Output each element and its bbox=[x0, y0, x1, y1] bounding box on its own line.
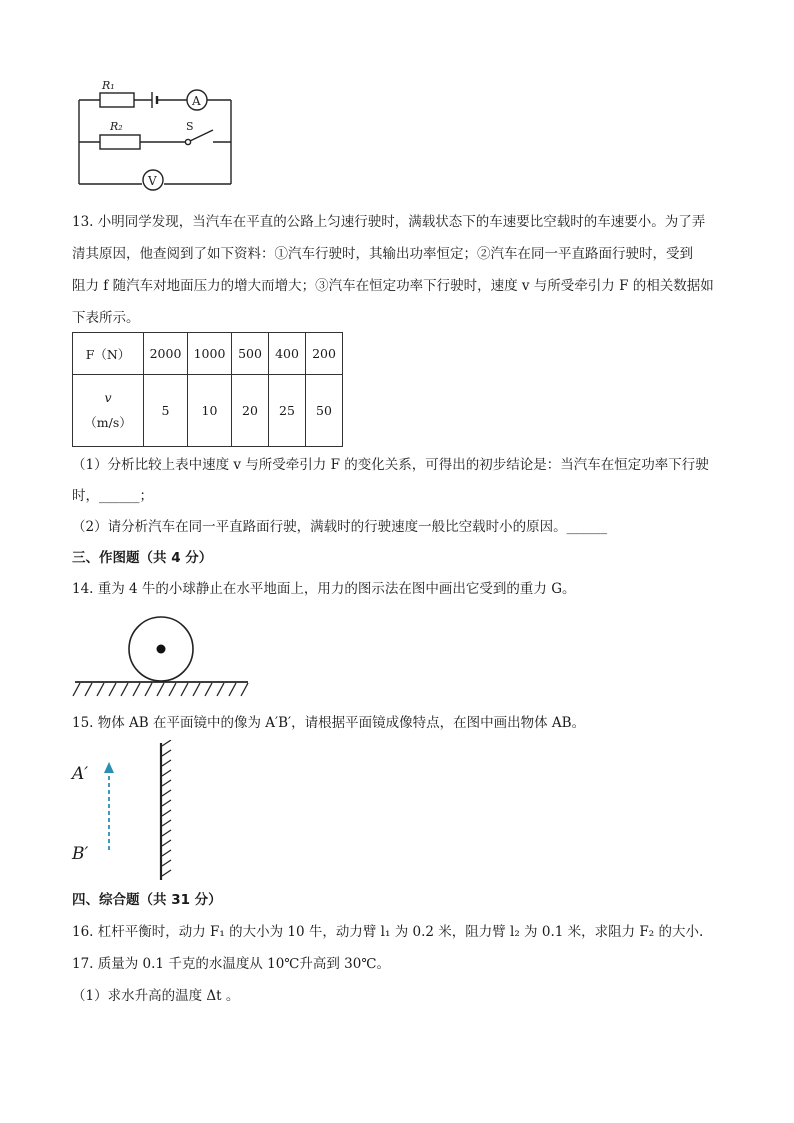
ball-on-ground-figure bbox=[72, 612, 252, 702]
table-row-force bbox=[73, 333, 343, 375]
section4-title: 四、综合题（共 31 分） bbox=[72, 892, 222, 908]
q15-text: 15. 物体 AB 在平面镜中的像为 A′B′，请根据平面镜成像特点，在图中画出物体 AB。 bbox=[72, 715, 586, 731]
q13-line3: 阻力 f 随汽车对地面压力的增大而增大；③汽车在恒定功率下行驶时，速度 v 与所受牵引力 F 的相关数据如 bbox=[72, 278, 714, 294]
q14-text: 14. 重为 4 牛的小球静止在水平地面上，用力的图示法在图中画出它受到的重力 G。 bbox=[72, 581, 576, 597]
table-cell: 200 bbox=[306, 333, 343, 375]
voltmeter-label: V bbox=[148, 174, 157, 188]
section3-title: 三、作图题（共 4 分） bbox=[72, 550, 213, 566]
table-cell: 25 bbox=[269, 375, 306, 447]
q13-sub1-line2: 时，______； bbox=[72, 488, 153, 504]
label-a-prime: A′ bbox=[72, 764, 89, 784]
table-header-speed-unit: （m/s） bbox=[84, 415, 132, 430]
table-cell: 500 bbox=[232, 333, 269, 375]
table-header-force: F（N） bbox=[73, 333, 144, 375]
table-cell: 2000 bbox=[144, 333, 188, 375]
q16-text: 16. 杠杆平衡时，动力 F₁ 的大小为 10 牛，动力臂 l₁ 为 0.2 米，阻力臂 l₂ 为 0.1 米，求阻力 F₂ 的大小. bbox=[72, 924, 704, 940]
q13-line4: 下表所示。 bbox=[72, 310, 140, 326]
plane-mirror-figure bbox=[95, 740, 185, 885]
table-cell: 1000 bbox=[188, 333, 232, 375]
q13-sub2: （2）请分析汽车在同一平直路面行驶，满载时的行驶速度一般比空载时小的原因。______ bbox=[72, 519, 608, 535]
table-cell: 10 bbox=[188, 375, 232, 447]
resistor-r2 bbox=[100, 135, 140, 149]
q17-sub1: （1）求水升高的温度 Δt 。 bbox=[72, 988, 240, 1004]
switch-label: S bbox=[186, 120, 194, 133]
circuit-diagram bbox=[70, 72, 240, 192]
q17-text: 17. 质量为 0.1 千克的水温度从 10℃升高到 30℃。 bbox=[72, 956, 390, 972]
table-row-speed bbox=[73, 375, 343, 447]
image-arrow-icon bbox=[104, 762, 114, 850]
resistor-r1 bbox=[100, 93, 134, 107]
table-cell: 50 bbox=[306, 375, 343, 447]
table-cell: 400 bbox=[269, 333, 306, 375]
ground-hatching bbox=[73, 683, 248, 696]
ball-center-dot bbox=[157, 645, 166, 654]
switch-contact bbox=[185, 139, 190, 144]
table-cell: 20 bbox=[232, 375, 269, 447]
table-header-speed bbox=[73, 375, 144, 447]
q13-line2: 清其原因，他查阅到了如下资料：①汽车行驶时，其输出功率恒定；②汽车在同一平直路面行驶时，受到 bbox=[72, 246, 693, 262]
q13-line1: 13. 小明同学发现，当汽车在平直的公路上匀速行驶时，满载状态下的车速要比空载时的车速要小。为了弄 bbox=[72, 214, 706, 230]
mirror-hatching bbox=[162, 740, 171, 876]
r2-label: R₂ bbox=[110, 120, 123, 133]
q13-sub1-line1: （1）分析比较上表中速度 v 与所受牵引力 F 的变化关系，可得出的初步结论是：当汽车在恒定功率下行驶 bbox=[72, 457, 709, 473]
force-speed-table bbox=[72, 332, 343, 447]
ammeter-label: A bbox=[192, 94, 201, 108]
table-header-speed-symbol: v bbox=[104, 390, 112, 405]
r1-label: R₁ bbox=[102, 79, 115, 92]
table-cell: 5 bbox=[144, 375, 188, 447]
label-b-prime: B′ bbox=[72, 844, 89, 864]
